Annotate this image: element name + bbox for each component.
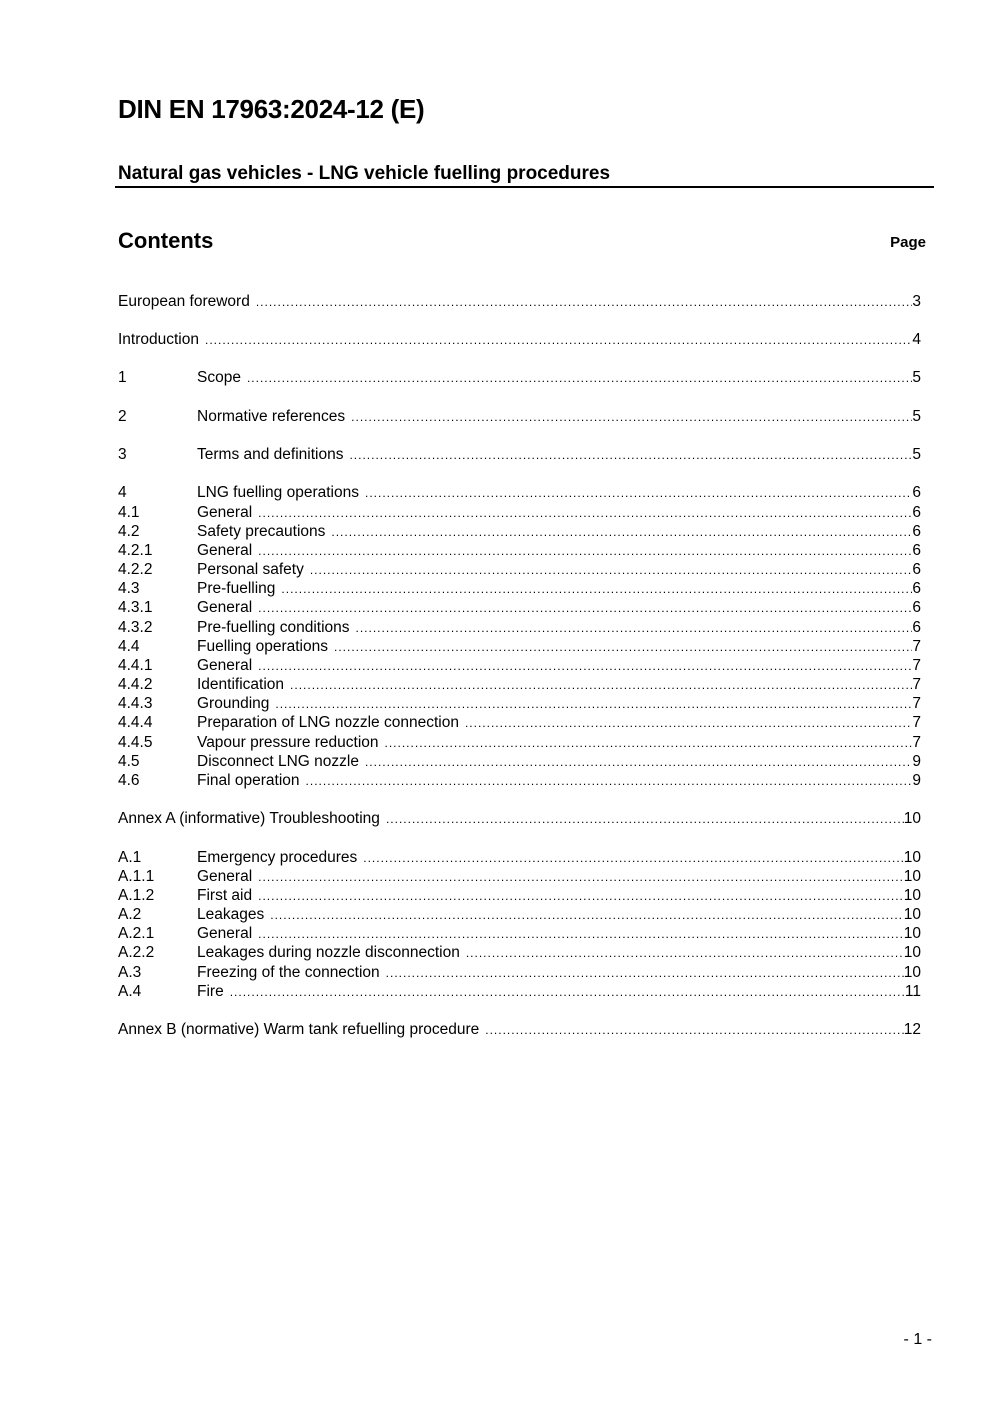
toc-entry-number: 2 <box>118 408 127 425</box>
toc-dot-leader <box>270 905 904 925</box>
toc-entry-number: 4.4.5 <box>118 734 153 751</box>
toc-entry-page: 9 <box>912 753 921 770</box>
toc-entry-title: Introduction <box>118 331 199 348</box>
toc-dot-leader <box>258 503 912 523</box>
toc-entry-number: 4.2 <box>118 523 140 540</box>
toc-entry[interactable] <box>118 924 921 944</box>
toc-entry-title: Normative references <box>197 408 346 425</box>
toc-entry-page: 10 <box>903 810 921 827</box>
toc-entry[interactable] <box>118 982 921 1002</box>
toc-dot-leader <box>258 598 912 618</box>
toc-dot-leader <box>331 522 912 542</box>
toc-dot-leader <box>258 541 912 561</box>
toc-entry-number: 4.2.1 <box>118 542 153 559</box>
toc-entry-page: 7 <box>912 734 921 751</box>
toc-entry-number: 4.3.2 <box>118 619 153 636</box>
toc-dot-leader <box>258 924 904 944</box>
toc-entry-title: Leakages during nozzle disconnection <box>197 944 460 961</box>
toc-entry-page: 6 <box>912 484 921 501</box>
toc-entry[interactable] <box>118 541 921 561</box>
toc-dot-leader <box>258 886 904 906</box>
document-title: Natural gas vehicles - LNG vehicle fuelling procedures <box>118 163 611 184</box>
toc-dot-leader <box>363 848 904 868</box>
toc-dot-leader <box>386 963 904 983</box>
toc-entry[interactable] <box>118 694 921 714</box>
toc-entry[interactable] <box>118 752 921 772</box>
toc-entry-title: Pre-fuelling conditions <box>197 619 350 636</box>
toc-dot-leader <box>386 809 904 829</box>
toc-dot-leader <box>258 867 904 887</box>
toc-entry-title: Annex A (informative) Troubleshooting <box>118 810 380 827</box>
toc-entry-title: Emergency procedures <box>197 849 358 866</box>
toc-entry-page: 5 <box>912 408 921 425</box>
toc-entry-title: Fire <box>197 983 224 1000</box>
toc-entry[interactable] <box>118 848 921 868</box>
toc-entry-title: Pre-fuelling <box>197 580 276 597</box>
toc-entry-number: A.1.1 <box>118 868 155 885</box>
toc-entry-page: 10 <box>903 906 921 923</box>
toc-entry-number: A.4 <box>118 983 142 1000</box>
toc-entry-title: Vapour pressure reduction <box>197 734 379 751</box>
toc-entry[interactable] <box>118 503 921 523</box>
toc-dot-leader <box>230 982 905 1002</box>
toc-entry-page: 7 <box>912 714 921 731</box>
toc-entry[interactable] <box>118 733 921 753</box>
document-id: DIN EN 17963:2024-12 (E) <box>118 94 425 124</box>
toc-dot-leader <box>247 368 912 388</box>
toc-entry-page: 12 <box>903 1021 921 1038</box>
toc-entry-page: 10 <box>903 964 921 981</box>
toc-dot-leader <box>310 560 913 580</box>
toc-dot-leader <box>334 637 912 657</box>
toc-entry-title: Safety precautions <box>197 523 326 540</box>
toc-entry-page: 9 <box>912 772 921 789</box>
toc-entry[interactable] <box>118 713 921 733</box>
toc-entry-number: 4.3.1 <box>118 599 153 616</box>
toc-entry-title: Fuelling operations <box>197 638 328 655</box>
toc-entry-title: First aid <box>197 887 253 904</box>
toc-entry[interactable] <box>118 943 921 963</box>
toc-entry[interactable] <box>118 905 921 925</box>
toc-entry-number: A.2.1 <box>118 925 155 942</box>
toc-entry-page: 10 <box>903 944 921 961</box>
toc-entry-number: 4.2.2 <box>118 561 153 578</box>
toc-entry-title: Disconnect LNG nozzle <box>197 753 359 770</box>
toc-dot-leader <box>290 675 912 695</box>
toc-entry-number: 4.4 <box>118 638 140 655</box>
toc-entry-title: General <box>197 542 253 559</box>
toc-entry[interactable] <box>118 637 921 657</box>
toc-entry-page: 6 <box>912 523 921 540</box>
toc-dot-leader <box>385 733 913 753</box>
toc-entry-page: 3 <box>912 293 921 310</box>
toc-entry-page: 7 <box>912 638 921 655</box>
toc-entry[interactable] <box>118 618 921 638</box>
toc-entry-number: 4.4.4 <box>118 714 153 731</box>
toc-entry-page: 5 <box>912 369 921 386</box>
toc-dot-leader <box>356 618 913 638</box>
toc-entry-page: 6 <box>912 542 921 559</box>
toc-entry-title: LNG fuelling operations <box>197 484 359 501</box>
toc-entry-page: 7 <box>912 676 921 693</box>
toc-entry-number: A.1.2 <box>118 887 155 904</box>
toc-entry-page: 6 <box>912 599 921 616</box>
toc-entry[interactable] <box>118 330 921 350</box>
page-column-label: Page <box>890 234 926 251</box>
toc-entry[interactable] <box>118 522 921 542</box>
toc-entry-page: 6 <box>912 504 921 521</box>
toc-entry-title: Grounding <box>197 695 270 712</box>
toc-entry-page: 6 <box>912 619 921 636</box>
toc-entry-title: General <box>197 657 253 674</box>
contents-heading: Contents <box>118 228 214 253</box>
toc-entry-title: Freezing of the connection <box>197 964 380 981</box>
toc-entry-title: Identification <box>197 676 285 693</box>
toc-entry[interactable] <box>118 407 921 427</box>
toc-entry-number: 4 <box>118 484 127 501</box>
toc-dot-leader <box>351 407 912 427</box>
toc-entry-title: Terms and definitions <box>197 446 344 463</box>
toc-dot-leader <box>466 943 904 963</box>
toc-entry-title: General <box>197 925 253 942</box>
toc-entry-number: A.3 <box>118 964 142 981</box>
toc-entry-title: Preparation of LNG nozzle connection <box>197 714 459 731</box>
toc-entry-page: 10 <box>903 849 921 866</box>
toc-dot-leader <box>258 656 912 676</box>
toc-entry-page: 6 <box>912 580 921 597</box>
toc-entry-title: General <box>197 504 253 521</box>
toc-dot-leader <box>306 771 913 791</box>
toc-entry-number: 4.1 <box>118 504 140 521</box>
toc-entry-title: Final operation <box>197 772 300 789</box>
toc-entry-number: 4.3 <box>118 580 140 597</box>
toc-entry[interactable] <box>118 579 921 599</box>
toc-entry-page: 5 <box>912 446 921 463</box>
toc-entry[interactable] <box>118 445 921 465</box>
toc-entry[interactable] <box>118 598 921 618</box>
toc-entry-number: 4.5 <box>118 753 140 770</box>
toc-entry-page: 10 <box>903 868 921 885</box>
toc-entry[interactable] <box>118 656 921 676</box>
toc-dot-leader <box>275 694 912 714</box>
toc-entry[interactable] <box>118 292 921 312</box>
toc-entry-title: Scope <box>197 369 241 386</box>
toc-dot-leader <box>349 445 912 465</box>
toc-entry-page: 11 <box>904 983 921 1000</box>
toc-entry[interactable] <box>118 809 921 829</box>
toc-entry-number: 3 <box>118 446 127 463</box>
toc-entry-page: 10 <box>903 887 921 904</box>
toc-entry[interactable] <box>118 771 921 791</box>
toc-entry[interactable] <box>118 368 921 388</box>
toc-dot-leader <box>205 330 912 350</box>
toc-entry-title: Annex B (normative) Warm tank refuelling procedure <box>118 1021 480 1038</box>
toc-entry-page: 7 <box>912 657 921 674</box>
toc-entry[interactable] <box>118 963 921 983</box>
toc-entry-number: 4.4.2 <box>118 676 153 693</box>
page-number: - 1 - <box>903 1331 932 1348</box>
toc-entry[interactable] <box>118 867 921 887</box>
toc-dot-leader <box>485 1020 904 1040</box>
toc-dot-leader <box>256 292 913 312</box>
toc-dot-leader <box>365 483 912 503</box>
toc-entry-page: 4 <box>912 331 921 348</box>
toc-dot-leader <box>465 713 912 733</box>
toc-entry-title: European foreword <box>118 293 250 310</box>
toc-entry-page: 10 <box>903 925 921 942</box>
toc-entry-title: Personal safety <box>197 561 304 578</box>
toc-entry-title: General <box>197 599 253 616</box>
toc-entry-title: Leakages <box>197 906 265 923</box>
toc-entry[interactable] <box>118 675 921 695</box>
toc-entry-number: A.2.2 <box>118 944 155 961</box>
toc-entry-number: 1 <box>118 369 127 386</box>
toc-entry-number: 4.4.1 <box>118 657 153 674</box>
toc-entry[interactable] <box>118 886 921 906</box>
toc-entry-page: 7 <box>912 695 921 712</box>
toc-entry[interactable] <box>118 483 921 503</box>
toc-entry-title: General <box>197 868 253 885</box>
toc-entry[interactable] <box>118 560 921 580</box>
title-underline-divider <box>115 186 934 188</box>
toc-entry[interactable] <box>118 1020 921 1040</box>
toc-entry-number: 4.4.3 <box>118 695 153 712</box>
toc-dot-leader <box>281 579 912 599</box>
toc-entry-page: 6 <box>912 561 921 578</box>
toc-entry-number: 4.6 <box>118 772 140 789</box>
toc-entry-number: A.1 <box>118 849 142 866</box>
toc-dot-leader <box>365 752 912 772</box>
toc-entry-number: A.2 <box>118 906 142 923</box>
